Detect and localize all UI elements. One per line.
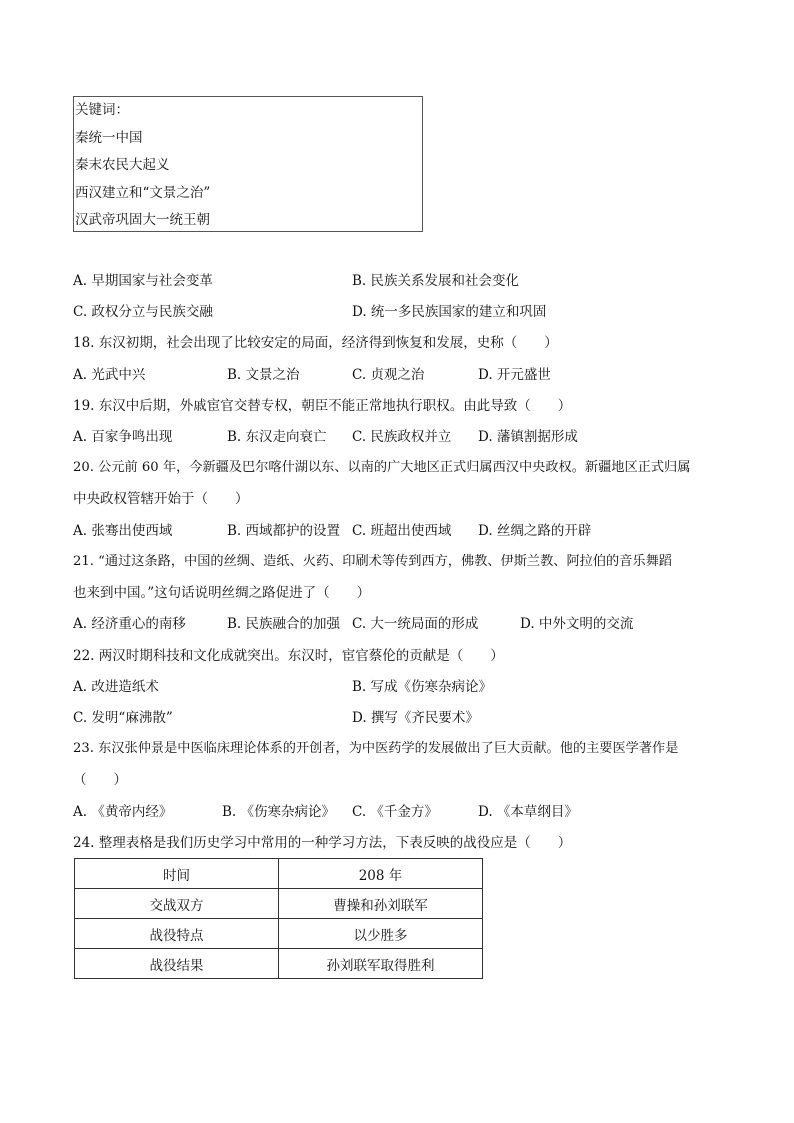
table-cell: 以少胜多 (279, 919, 483, 949)
table-row (75, 889, 483, 919)
q22-option-c[interactable]: C. 发明“麻沸散” (73, 710, 173, 726)
q21-stem-line1: 21. “通过这条路，中国的丝绸、造纸、火药、印刷术等传到西方，佛教、伊斯兰教、阿拉伯的音乐舞蹈 (73, 554, 672, 569)
q17-option-b[interactable]: B. 民族关系发展和社会变化 (352, 273, 520, 289)
table-cell: 孙刘联军取得胜利 (279, 949, 483, 979)
table-cell: 战役特点 (75, 919, 279, 949)
q18-option-a[interactable]: A. 光武中兴 (73, 367, 146, 383)
q18-option-d[interactable]: D. 开元盛世 (478, 367, 551, 383)
keywords-box (73, 96, 423, 232)
q24-stem: 24. 整理表格是我们历史学习中常用的一种学习方法，下表反映的战役应是（ ） (73, 835, 572, 851)
q20-option-b[interactable]: B. 西域都护的设置 (227, 523, 341, 539)
q23-option-c[interactable]: C. 《千金方》 (352, 804, 438, 820)
q17-option-c[interactable]: C. 政权分立与民族交融 (73, 304, 213, 320)
table-cell: 交战双方 (75, 889, 279, 919)
q22-option-b[interactable]: B. 写成《伤寒杂病论》 (352, 679, 493, 695)
table-row (75, 919, 483, 949)
keywords-title: 关键词： (75, 102, 129, 118)
q20-option-c[interactable]: C. 班超出使西域 (352, 523, 452, 539)
q21-option-a[interactable]: A. 经济重心的南移 (73, 616, 186, 632)
q23-stem-line2: （ ） (73, 772, 127, 788)
q17-option-d[interactable]: D. 统一多民族国家的建立和巩固 (352, 304, 547, 320)
keyword-item: 西汉建立和“文景之治” (75, 184, 211, 201)
q18-option-c[interactable]: C. 贞观之治 (352, 367, 425, 383)
q21-option-b[interactable]: B. 民族融合的加强 (227, 616, 341, 632)
keyword-item: 秦末农民大起义 (75, 157, 170, 173)
q19-stem: 19. 东汉中后期，外戚宦官交替专权，朝臣不能正常地执行职权。由此导致（ ） (73, 398, 572, 414)
table-cell: 208 年 (279, 859, 483, 889)
table-cell: 战役结果 (75, 949, 279, 979)
table-cell: 曹操和孙刘联军 (279, 889, 483, 919)
q21-stem-line2: 也来到中国。”这句话说明丝绸之路促进了（ ） (73, 585, 371, 601)
keyword-item: 汉武帝巩固大一统王朝 (75, 212, 210, 228)
table-row (75, 949, 483, 979)
q20-stem-line1: 20. 公元前 60 年，今新疆及巴尔喀什湖以东、以南的广大地区正式归属西汉中央政权。新疆地区正式归属 (73, 460, 691, 475)
q18-stem: 18. 东汉初期，社会出现了比较安定的局面，经济得到恢复和发展，史称（ ） (73, 335, 558, 351)
q22-option-a[interactable]: A. 改进造纸术 (73, 679, 159, 695)
table-cell: 时间 (75, 859, 279, 889)
q21-option-c[interactable]: C. 大一统局面的形成 (352, 616, 479, 632)
q22-option-d[interactable]: D. 撰写《齐民要术》 (352, 710, 479, 726)
table-row (75, 859, 483, 889)
q23-option-a[interactable]: A. 《黄帝内经》 (73, 804, 173, 820)
q22-stem: 22. 两汉时期科技和文化成就突出。东汉时，宦官蔡伦的贡献是（ ） (73, 648, 504, 664)
q19-option-c[interactable]: C. 民族政权并立 (352, 429, 452, 445)
battle-table (74, 858, 483, 979)
q23-stem-line1: 23. 东汉张仲景是中医临床理论体系的开创者，为中医药学的发展做出了巨大贡献。他的主要医学著作是 (73, 741, 679, 756)
q19-option-d[interactable]: D. 藩镇割据形成 (478, 429, 578, 445)
q20-option-a[interactable]: A. 张骞出使西域 (73, 523, 173, 539)
q23-option-b[interactable]: B. 《伤寒杂病论》 (222, 804, 336, 820)
q21-option-d[interactable]: D. 中外文明的交流 (520, 616, 634, 632)
q19-option-a[interactable]: A. 百家争鸣出现 (73, 429, 173, 445)
q20-option-d[interactable]: D. 丝绸之路的开辟 (478, 523, 592, 539)
keyword-item: 秦统一中国 (75, 129, 143, 146)
q20-stem-line2: 中央政权管辖开始于（ ） (73, 491, 249, 507)
q23-option-d[interactable]: D. 《本草纲目》 (478, 804, 578, 820)
q17-option-a[interactable]: A. 早期国家与社会变革 (73, 273, 213, 289)
q18-option-b[interactable]: B. 文景之治 (227, 367, 300, 383)
q19-option-b[interactable]: B. 东汉走向衰亡 (227, 429, 327, 445)
